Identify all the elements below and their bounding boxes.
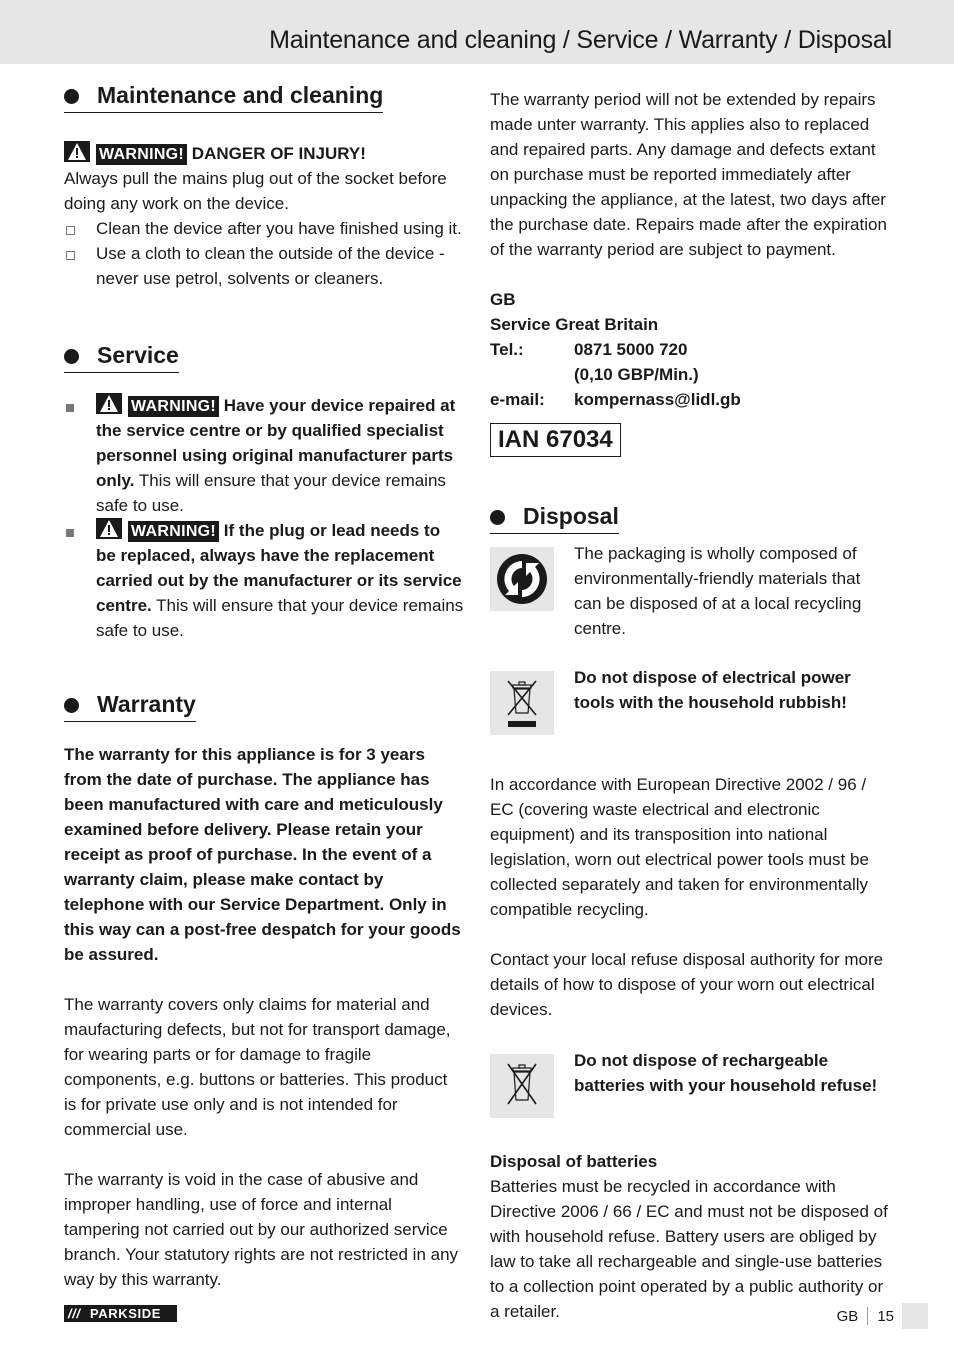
contact-text: Contact your local refuse disposal authority for more details of how to dispose of your worn out electrical devices. (490, 950, 884, 1019)
ian-number: IAN 67034 (490, 423, 621, 457)
packaging-row (490, 544, 892, 641)
warranty-bold-paragraph: The warranty for this appliance is for 3 years from the date of purchase. The appliance has been manufactured with care and meticulously examined before delivery. Please retain your receipt as proof of purchase. In the event of a warranty claim, please make contact by telephone with our Service Department. Only in this way can a post-free despatch for your goods be assured. (64, 745, 461, 964)
battery-warning: Do not dispose of rechargeable batteries with your household refuse! (574, 1051, 878, 1095)
page-tab (902, 1303, 928, 1329)
contact-tel: Tel.: 0871 5000 720 (490, 340, 688, 359)
battery-warning-row (490, 1051, 892, 1118)
left-column (64, 80, 464, 1292)
maintenance-heading: Maintenance and cleaning (64, 80, 383, 113)
warning-triangle-icon (96, 393, 122, 414)
maintenance-intro: Always pull the mains plug out of the socket before doing any work on the device. (64, 169, 447, 213)
page-number: GB 15 (836, 1308, 894, 1325)
list-item: WARNING! Have your device repaired at the service centre or by qualified specialist personnel using original manufacturer parts only. This will ensure that your device remains safe to use. (64, 393, 464, 518)
right-column (490, 87, 892, 1324)
square-bullet-icon (66, 404, 74, 412)
electrical-warning-row (490, 668, 892, 735)
list-item: WARNING! If the plug or lead needs to be replaced, always have the replacement carried out by the manufacturer or its service centre. This will ensure that your device remains safe to use. (64, 518, 464, 643)
packaging-text: The packaging is wholly composed of environmentally-friendly materials that can be disposed of at a local recycling centre. (574, 544, 862, 638)
bullet-dot-icon (490, 510, 505, 525)
maintenance-list (64, 216, 464, 291)
electrical-warning: Do not dispose of electrical power tools with the household rubbish! (574, 668, 851, 712)
page-title: Maintenance and cleaning / Service / Warranty / Disposal (269, 26, 892, 54)
list-item: Clean the device after you have finished using it. (64, 216, 464, 241)
warranty-heading: Warranty (64, 689, 196, 722)
warranty-paragraph: The warranty covers only claims for material and maufacturing defects, but not for transport damage, for wearing parts or for damage to fragile components, e.g. buttons or batteries. This product is for private use only and is not intended for commercial use. (64, 995, 451, 1139)
recycling-green-dot-icon (490, 547, 554, 611)
warranty-paragraph: The warranty is void in the case of abusive and improper handling, use of force and internal tampering not carried out by our authorized service branch. Your statutory rights are not restricted in any way by this warranty. (64, 1170, 459, 1289)
bullet-dot-icon (64, 89, 79, 104)
square-bullet-icon (66, 529, 74, 537)
battery-heading: Disposal of batteries (490, 1152, 658, 1171)
list-item: Use a cloth to clean the outside of the device - never use petrol, solvents or cleaners. (64, 241, 464, 291)
crossed-bin-icon (490, 671, 554, 735)
disposal-heading: Disposal (490, 501, 619, 534)
warning-badge: WARNING! (128, 521, 219, 542)
bullet-dot-icon (64, 698, 79, 713)
contact-service-name: Service Great Britain (490, 315, 659, 334)
warning-triangle-icon (96, 518, 122, 539)
service-list (64, 393, 464, 643)
parkside-logo: /// PARKSIDE (64, 1305, 177, 1322)
checkbox-bullet-icon (66, 226, 75, 235)
contact-tel-rate: (0,10 GBP/Min.) (574, 365, 699, 384)
warning-title: DANGER OF INJURY! (191, 144, 366, 163)
bullet-dot-icon (64, 349, 79, 364)
directive-text: In accordance with European Directive 2002 / 96 / EC (covering waste electrical and electronic equipment) and its transposition into national legislation, worn out electrical power tools must be collected separately and taken for environmentally compatible recycling. (490, 775, 869, 919)
crossed-battery-bin-icon (490, 1054, 554, 1118)
maintenance-warning (64, 141, 464, 166)
warning-triangle-icon (64, 141, 90, 162)
checkbox-bullet-icon (66, 251, 75, 260)
battery-text: Batteries must be recycled in accordance with Directive 2006 / 66 / EC and must not be disposed of with household refuse. Battery users are obliged by law to take all rechargeable and single-use batteries to a collection point operated by a public authority or a retailer. (490, 1177, 888, 1321)
service-heading: Service (64, 340, 179, 373)
warning-badge: WARNING! (128, 396, 219, 417)
warranty-paragraph: The warranty period will not be extended by repairs made unter warranty. This applies also to replaced and repaired parts. Any damage and defects extant on purchase must be reported immediately after unpacking the appliance, at the latest, two days after the purchase date. Repairs made after the expiration of the warranty period are subject to payment. (490, 90, 887, 259)
warning-badge: WARNING! (96, 144, 187, 165)
contact-country: GB (490, 290, 516, 309)
contact-email: e-mail: kompernass@lidl.gb (490, 390, 741, 409)
